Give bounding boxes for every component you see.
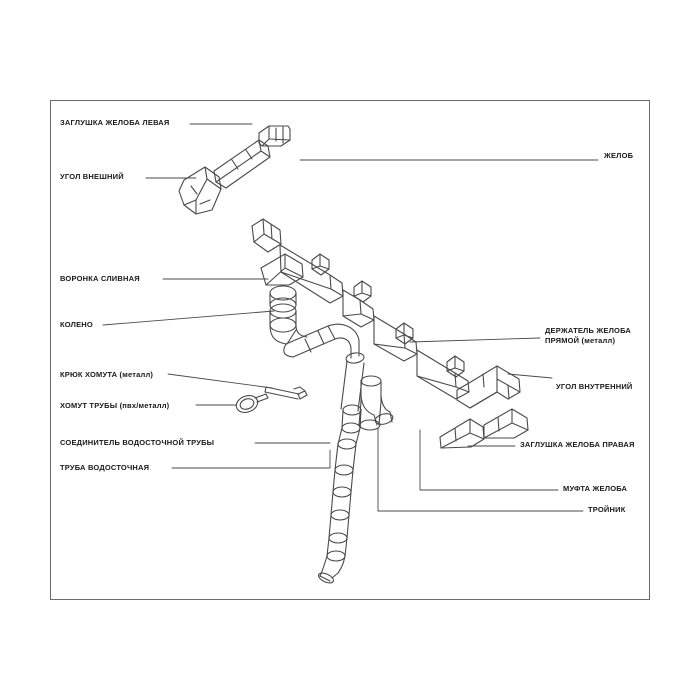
label-tee-branch: ТРОЙНИК [588,505,626,514]
part-elbow-lower [328,324,365,364]
part-pipe-clamp [234,393,268,416]
part-gutter-main [252,219,469,399]
label-outer-corner: УГОЛ ВНЕШНИЙ [60,172,124,181]
part-gutter-lower-right [440,419,484,448]
label-elbow: КОЛЕНО [60,320,93,329]
part-inner-corner [457,366,520,408]
label-pipe-clamp: ХОМУТ ТРУБЫ (пвх/металл) [60,401,170,410]
part-downpipe-connector [338,428,360,449]
label-gutter-bracket-line1: ДЕРЖАТЕЛЬ ЖЕЛОБА [545,326,631,335]
part-gutter-brackets [312,254,464,377]
part-gutter-upper [214,140,270,188]
label-clamp-hook-metal: КРЮК ХОМУТА (металл) [60,370,154,379]
part-elbow-upper [270,304,307,344]
part-tee-branch [359,376,394,430]
part-drain-funnel [261,254,303,312]
label-gutter-coupler: МУФТА ЖЕЛОБА [563,484,628,493]
label-inner-corner: УГОЛ ВНУТРЕННИЙ [556,382,633,391]
label-gutter: ЖЕЛОБ [604,151,634,160]
part-clamp-hook [265,387,307,399]
label-gutter-end-cap-right: ЗАГЛУШКА ЖЕЛОБА ПРАВАЯ [520,440,635,449]
label-gutter-bracket-line2: ПРЯМОЙ (металл) [545,336,616,345]
label-drain-funnel: ВОРОНКА СЛИВНАЯ [60,274,140,283]
label-downpipe: ТРУБА ВОДОСТОЧНАЯ [60,463,150,472]
label-gutter-end-cap-left: ЗАГЛУШКА ЖЕЛОБА ЛЕВАЯ [60,118,170,127]
label-gutter-bracket-straight [545,326,631,346]
part-downpipe-lower [327,444,356,561]
part-end-cap-right [484,409,528,438]
part-outer-corner [179,167,221,214]
label-downpipe-connector: СОЕДИНИТЕЛЬ ВОДОСТОЧНОЙ ТРУБЫ [60,438,215,447]
